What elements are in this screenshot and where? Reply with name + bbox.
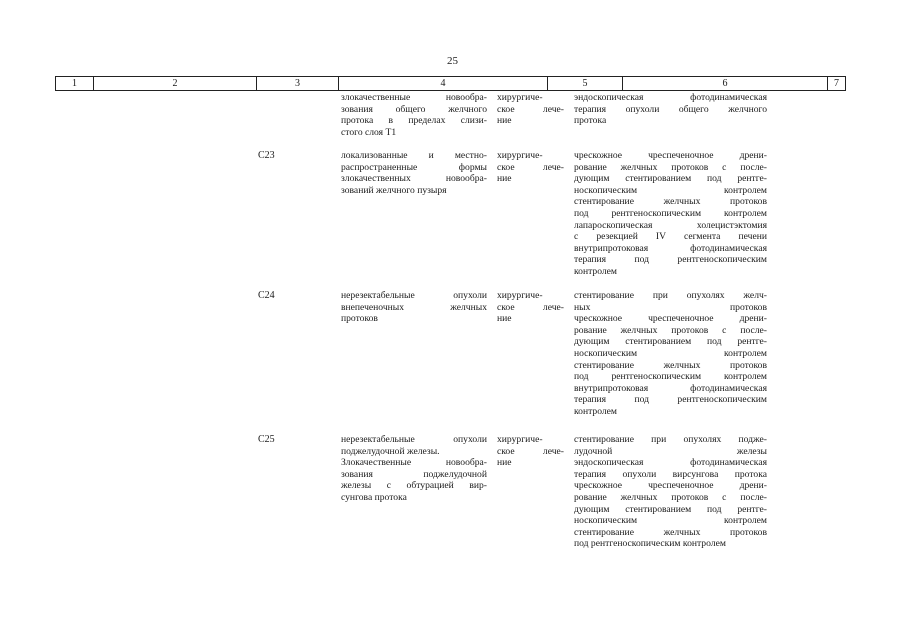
text-line: стентирование желчных протоков: [574, 196, 767, 208]
text-line: эндоскопическая фотодинамическая: [574, 457, 767, 469]
text-line: терапия опухоли общего желчного: [574, 103, 767, 115]
text-line: ское лече-: [497, 301, 564, 313]
text-line: рование желчных протоков с после-: [574, 161, 767, 173]
text-line: локализованные и местно-: [341, 150, 487, 161]
text-line: ние: [497, 313, 512, 325]
row-methods: [574, 150, 767, 278]
text-line: Злокачественные новообра-: [341, 457, 487, 469]
text-line: ское лече-: [497, 445, 564, 457]
text-line: протока: [574, 115, 607, 127]
page-number: 25: [447, 55, 458, 67]
text-line: распространенные формы: [341, 161, 487, 173]
row-methods: [574, 92, 767, 127]
text-line: лапароскопическая холецистэктомия: [574, 219, 767, 231]
text-line: внепеченочных желчных: [341, 301, 487, 313]
header-col-6: 6: [622, 77, 827, 90]
text-line: контролем: [574, 265, 617, 277]
text-line: протока в пределах слизи-: [341, 115, 487, 127]
text-line: с резекцией IV сегмента печени: [574, 231, 767, 243]
text-line: носкопическим контролем: [574, 184, 767, 196]
text-line: чрескожное чреспеченочное дрени-: [574, 150, 767, 161]
text-line: стентирование при опухолях подже-: [574, 434, 767, 445]
row-condition: [341, 290, 487, 325]
text-line: чрескожное чреспеченочное дрени-: [574, 480, 767, 492]
row-code: C23: [258, 150, 275, 161]
text-line: зования общего желчного: [341, 103, 487, 115]
text-line: зования поджелудочной: [341, 468, 487, 480]
row-methods: [574, 290, 767, 418]
text-line: носкопическим контролем: [574, 515, 767, 527]
text-line: внутрипротоковая фотодинамическая: [574, 382, 767, 394]
text-line: хирургиче-: [497, 92, 543, 103]
header-col-3: 3: [256, 77, 338, 90]
row-treatment-type: [497, 434, 564, 469]
text-line: хирургиче-: [497, 434, 543, 445]
text-line: под рентгеноскопическим контролем: [574, 371, 767, 383]
row-code: C24: [258, 290, 275, 301]
row-condition: [341, 434, 487, 504]
row-code: C25: [258, 434, 275, 445]
text-line: дующим стентированием под рентге-: [574, 336, 767, 348]
table-header: [55, 76, 846, 91]
text-line: стентирование желчных протоков: [574, 526, 767, 538]
text-line: чрескожное чреспеченочное дрени-: [574, 313, 767, 325]
text-line: терапия опухоли вирсунгова протока: [574, 468, 767, 480]
text-line: дующим стентированием под рентге-: [574, 173, 767, 185]
text-line: нерезектабельные опухоли: [341, 434, 487, 445]
text-line: под рентгеноскопическим контролем: [574, 207, 767, 219]
text-line: лудочной железы: [574, 445, 767, 457]
text-line: протоков: [341, 313, 378, 325]
header-col-1: 1: [55, 77, 93, 90]
text-line: терапия под рентгеноскопическим: [574, 254, 767, 266]
row-treatment-type: [497, 290, 564, 325]
row-treatment-type: [497, 92, 564, 127]
text-line: контролем: [574, 405, 617, 417]
text-line: терапия под рентгеноскопическим: [574, 394, 767, 406]
text-line: ние: [497, 173, 512, 185]
header-col-7: 7: [827, 77, 846, 90]
text-line: рование желчных протоков с после-: [574, 491, 767, 503]
text-line: ское лече-: [497, 161, 564, 173]
text-line: эндоскопическая фотодинамическая: [574, 92, 767, 103]
text-line: поджелудочной железы.: [341, 445, 440, 457]
text-line: ское лече-: [497, 103, 564, 115]
row-methods: [574, 434, 767, 550]
text-line: хирургиче-: [497, 150, 543, 161]
text-line: железы с обтурацией вир-: [341, 480, 487, 492]
text-line: носкопическим контролем: [574, 347, 767, 359]
text-line: ных протоков: [574, 301, 767, 313]
text-line: зований желчного пузыря: [341, 184, 447, 196]
row-condition: [341, 150, 487, 196]
header-col-4: 4: [338, 77, 547, 90]
text-line: ние: [497, 115, 512, 127]
text-line: хирургиче-: [497, 290, 543, 301]
text-line: злокачественных новообра-: [341, 173, 487, 185]
text-line: под рентгеноскопическим контролем: [574, 538, 726, 550]
text-line: внутрипротоковая фотодинамическая: [574, 242, 767, 254]
text-line: стого слоя T1: [341, 126, 397, 138]
text-line: стентирование желчных протоков: [574, 359, 767, 371]
text-line: сунгова протока: [341, 491, 407, 503]
text-line: стентирование при опухолях желч-: [574, 290, 767, 301]
row-condition: [341, 92, 487, 138]
text-line: ние: [497, 457, 512, 469]
text-line: нерезектабельные опухоли: [341, 290, 487, 301]
header-col-5: 5: [547, 77, 622, 90]
text-line: злокачественные новообра-: [341, 92, 487, 103]
text-line: рование желчных протоков с после-: [574, 324, 767, 336]
header-col-2: 2: [93, 77, 256, 90]
row-treatment-type: [497, 150, 564, 185]
text-line: дующим стентированием под рентге-: [574, 503, 767, 515]
